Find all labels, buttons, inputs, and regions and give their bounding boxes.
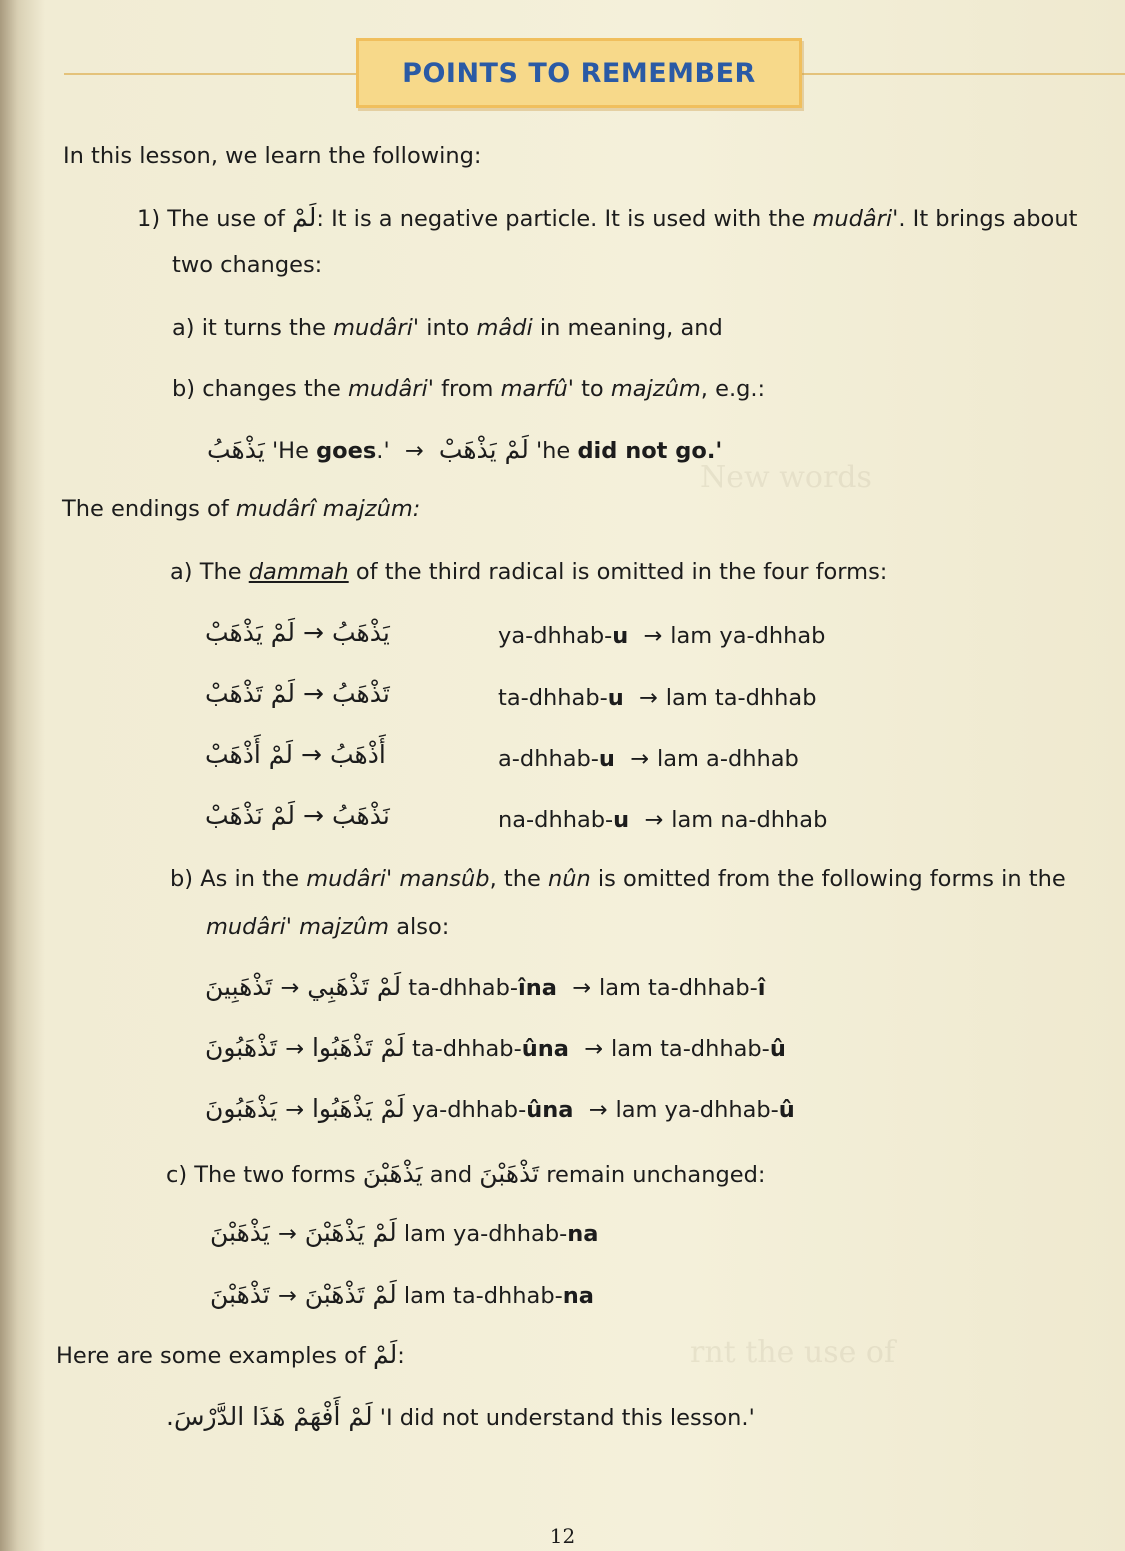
arrow-icon: → (643, 623, 663, 649)
arrow-icon: → (644, 807, 664, 833)
table-row: يَذْهَبُونَ → لَمْ يَذْهَبُوا ya-dhhab-ûna → lam ya-dhhab-û (205, 1094, 795, 1123)
section-a-heading: a) The dammah of the third radical is omitted in the four forms: (170, 559, 888, 585)
lam-arabic: لَمْ (292, 203, 317, 232)
example-arabic-sentence: لَمْ أَفْهَمْ هَذَا الدَّرْسَ. (166, 1402, 373, 1431)
point1-a: a) it turns the mudâri' into mâdi in meaning, and (172, 315, 723, 341)
arrow-icon: → (303, 618, 324, 647)
table-row: لَمْ يَذْهَبْ → يَذْهَبُ (205, 618, 390, 647)
page-number: 12 (549, 1524, 576, 1548)
table-row-translit: ta-dhhab-u → lam ta-dhhab (498, 685, 817, 711)
table-row-translit: ya-dhhab-u → lam ya-dhhab (498, 623, 826, 649)
arrow-icon: → (303, 801, 324, 830)
example-sentence (166, 1404, 755, 1430)
arrow-icon: → (584, 1036, 603, 1062)
section-c-heading: c) The two forms يَذْهَبْنَ and تَذْهَبْنَ remain unchanged: (166, 1159, 766, 1188)
arrow-icon: → (638, 685, 658, 711)
point1-b: b) changes the mudâri' from marfû' to majzûm, e.g.: (172, 376, 766, 402)
title-rule-right (802, 73, 1125, 75)
points-to-remember-banner (356, 38, 802, 108)
examples-heading: Here are some examples of لَمْ: (56, 1340, 405, 1369)
arrow-icon: → (404, 438, 424, 464)
table-row: يَذْهَبْنَ → لَمْ يَذْهَبْنَ lam ya-dhhab-na (210, 1218, 599, 1247)
arrow-icon: → (277, 1283, 297, 1309)
table-row: تَذْهَبُونَ → لَمْ تَذْهَبُوا ta-dhhab-ûna → lam ta-dhhab-û (205, 1033, 786, 1062)
arrow-icon: → (588, 1097, 608, 1123)
table-row-translit: a-dhhab-u → lam a-dhhab (498, 746, 799, 772)
point1-example: يَذْهَبُ 'He goes.' → لَمْ يَذْهَبْ 'he did not go.' (207, 435, 723, 464)
endings-heading: The endings of mudârî majzûm: (62, 496, 421, 522)
arrow-icon: → (277, 1221, 297, 1247)
example-arabic-goes: يَذْهَبُ (207, 435, 265, 464)
bleed-through-text: New words (700, 460, 872, 495)
arrow-icon: → (285, 1097, 304, 1123)
table-row: لَمْ تَذْهَبْ → تَذْهَبُ (205, 679, 390, 708)
point1-continuation: two changes: (172, 252, 323, 278)
banner-title: POINTS TO REMEMBER (402, 57, 756, 89)
table-row: تَذْهَبْنَ → لَمْ تَذْهَبْنَ lam ta-dhhab-na (210, 1280, 594, 1309)
title-rule-left (64, 73, 356, 75)
section-b-heading: b) As in the mudâri' mansûb, the nûn is omitted from the following forms in the (170, 866, 1066, 892)
arrow-icon: → (630, 746, 649, 772)
arrow-icon: → (280, 975, 300, 1001)
arrow-icon: → (303, 679, 324, 708)
bleed-through-text: rnt the use of (690, 1335, 896, 1370)
table-row: لَمْ أَذْهَبْ → أَذْهَبُ (205, 740, 386, 769)
arrow-icon: → (572, 975, 591, 1001)
table-row: تَذْهَبِينَ → لَمْ تَذْهَبِي ta-dhhab-îna → lam ta-dhhab-î (205, 972, 766, 1001)
example-arabic-did-not-go: لَمْ يَذْهَبْ (438, 435, 529, 464)
example-english-sentence: 'I did not understand this lesson.' (379, 1405, 755, 1431)
table-row: لَمْ نَذْهَبْ → نَذْهَبُ (205, 801, 390, 830)
point1-line: 1) The use of لَمْ: It is a negative particle. It is used with the mudâri'. It brings about (137, 203, 1078, 232)
section-b-continuation: mudâri' majzûm also: (206, 914, 450, 940)
arrow-icon: → (301, 740, 322, 769)
arrow-icon: → (285, 1036, 304, 1062)
table-row-translit: na-dhhab-u → lam na-dhhab (498, 807, 828, 833)
intro-text: In this lesson, we learn the following: (63, 143, 482, 169)
